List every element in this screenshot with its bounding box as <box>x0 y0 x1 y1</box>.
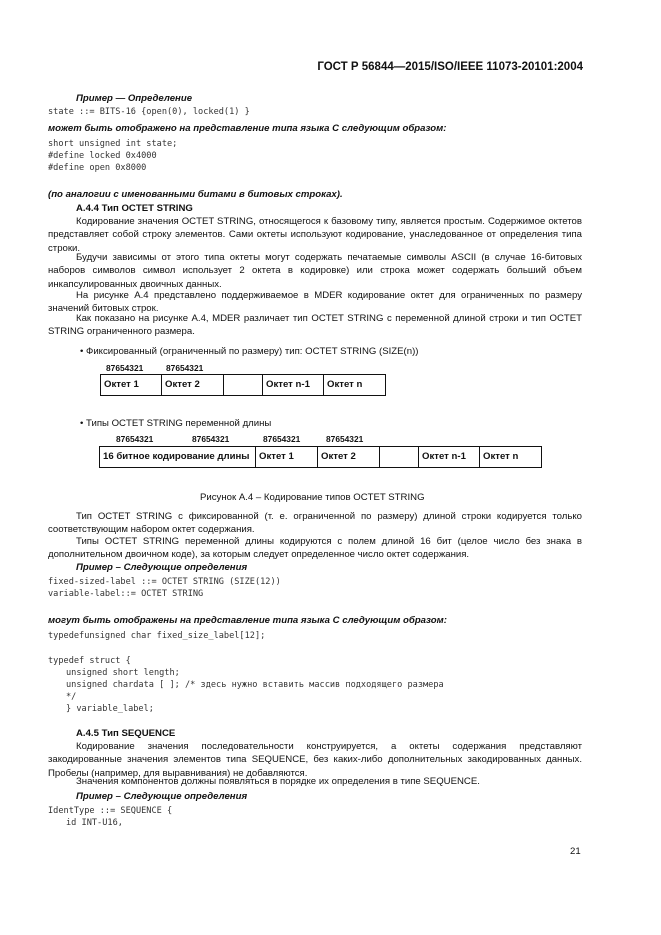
paragraph: Как показано на рисунке А.4, MDER различает тип OCTET STRING с переменной длиной строки и тип OCTET STRING ограниченного размера. <box>48 313 582 338</box>
octet-cell-gap <box>223 374 263 396</box>
paragraph: На рисунке А.4 представлено поддерживаемое в MDER кодирование октет для ограниченных по размеру значений битовых строк. <box>48 290 582 315</box>
code-line: */ <box>66 692 77 702</box>
fixed-type-label: • Фиксированный (ограниченный по размеру) тип: OCTET STRING (SIZE(n)) <box>80 346 419 357</box>
paragraph: Значения компонентов должны появляться в порядке их определения в типе SEQUENCE. <box>76 776 480 787</box>
section-title: А.4.5 Тип SEQUENCE <box>76 728 176 739</box>
octet-cell: Октет n <box>323 374 386 396</box>
code-line: unsigned chardata [ ]; /* здесь нужно вставить массив подходящего размера <box>66 680 444 690</box>
bit-order-label: 87654321 <box>116 434 154 444</box>
example-heading: Пример — Определение <box>76 93 193 104</box>
code-line: typedefunsigned char fixed_size_label[12]; <box>48 631 266 641</box>
code-line: } variable_label; <box>66 704 154 714</box>
code-line: #define open 0x8000 <box>48 163 147 173</box>
code-line: unsigned short length; <box>66 668 180 678</box>
paragraph: Типы OCTET STRING переменной длины кодируются с полем длиной 16 бит (целое число без знака в дополнительном двоичном коде), за которым следует определенное число октет содержания. <box>48 536 582 561</box>
octet-cell: Октет 2 <box>317 446 380 468</box>
example-heading: Пример – Следующие определения <box>76 791 248 802</box>
octet-cell: Октет 1 <box>255 446 318 468</box>
octet-cell: Октет n-1 <box>418 446 480 468</box>
code-line: id INT-U16, <box>66 818 123 828</box>
variable-type-label: • Типы OCTET STRING переменной длины <box>80 418 272 429</box>
code-line: short unsigned int state; <box>48 139 178 149</box>
code-line: typedef struct { <box>48 656 131 666</box>
octet-cell: Октет n <box>479 446 542 468</box>
example-heading: Пример – Следующие определения <box>76 562 248 573</box>
bit-order-label: 87654321 <box>106 363 144 373</box>
bit-order-label: 87654321 <box>192 434 230 444</box>
figure-caption: Рисунок А.4 – Кодирование типов OCTET STRING <box>200 492 425 503</box>
length-cell: 16 битное кодирование длины <box>99 446 256 468</box>
code-line: state ::= BITS-16 {open(0), locked(1) } <box>48 107 250 117</box>
code-line: variable-label::= OCTET STRING <box>48 589 204 599</box>
bit-order-label: 87654321 <box>166 363 204 373</box>
octet-cell-gap <box>379 446 419 468</box>
bit-order-label: 87654321 <box>263 434 301 444</box>
bit-order-label: 87654321 <box>326 434 364 444</box>
section-title: А.4.4 Тип OCTET STRING <box>76 203 193 214</box>
octet-cell: Октет 2 <box>161 374 224 396</box>
paragraph: Тип OCTET STRING с фиксированной (т. е. ограниченной по размеру) длиной строки кодируется только соответствующим набором октет содержания. <box>48 511 582 536</box>
octet-cell: Октет n-1 <box>262 374 324 396</box>
document-header: ГОСТ Р 56844—2015/ISO/IEEE 11073-20101:2004 <box>317 61 583 73</box>
octet-cell: Октет 1 <box>100 374 162 396</box>
analogy-note: (по аналогии с именованными битами в битовых строках). <box>48 189 343 200</box>
representation-note: может быть отображено на представление типа языка С следующим образом: <box>48 123 447 134</box>
code-line: IdentType ::= SEQUENCE { <box>48 806 173 816</box>
representation-note: могут быть отображены на представление типа языка С следующим образом: <box>48 615 447 626</box>
code-line: fixed-sized-label ::= OCTET STRING (SIZE(12)) <box>48 577 281 587</box>
paragraph: Кодирование значения последовательности конструируется, а октеты содержания представляют закодированные значения элементов типа SEQUENCE, без каких-либо дополнительных закодированных данных. Пробелы (например, для выравнивания) не добавляются. <box>48 741 582 779</box>
code-line: #define locked 0x4000 <box>48 151 157 161</box>
paragraph: Будучи зависимы от этого типа октеты могут содержать печатаемые символы ASCII (в случае 16-битовых наборов символов символ использует 2 октета в кодировке) или строка может содержать больший объем инкапсулированных двоичных данных. <box>48 252 582 290</box>
page-number: 21 <box>570 846 581 857</box>
paragraph: Кодирование значения OCTET STRING, относящегося к базовому типу, является простым. Содержимое октетов представляет собой строку элементов. Сами октеты используют кодирование, унаследованное от определения типа строки. <box>48 216 582 254</box>
